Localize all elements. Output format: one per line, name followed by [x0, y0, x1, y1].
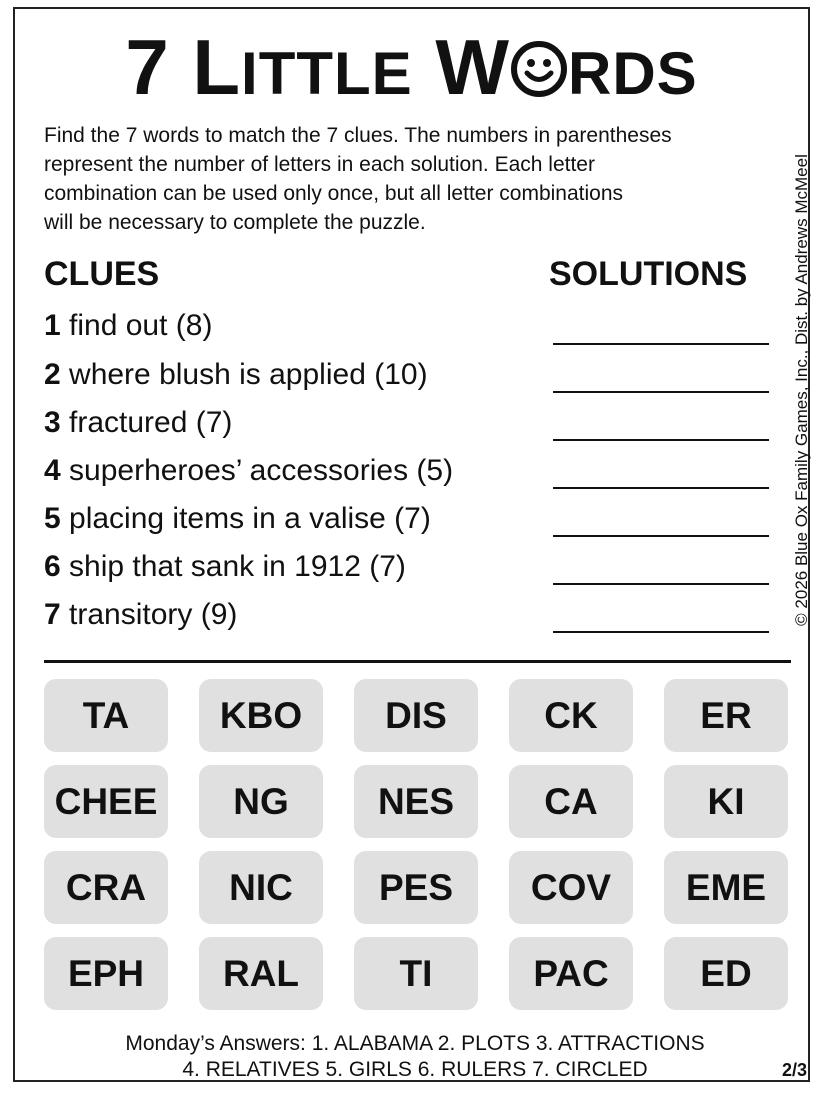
letter-tile[interactable]: PAC	[509, 937, 633, 1010]
letter-tile[interactable]: TI	[354, 937, 478, 1010]
clue-1: 1 find out (8)	[44, 309, 213, 342]
copyright-notice: © 2026 Blue Ox Family Games, Inc., Dist. by Andrews McMeel	[792, 154, 811, 626]
solution-blank-5[interactable]	[553, 535, 769, 537]
solutions-heading: SOLUTIONS	[549, 255, 748, 293]
letter-tile[interactable]: KI	[664, 765, 788, 838]
letter-tile[interactable]: CK	[509, 679, 633, 752]
solution-blank-4[interactable]	[553, 487, 769, 489]
letter-tiles-grid	[44, 679, 791, 1010]
letter-tile[interactable]: KBO	[199, 679, 323, 752]
clue-2: 2 where blush is applied (10)	[44, 358, 428, 391]
letter-tile[interactable]: NG	[199, 765, 323, 838]
letter-tile[interactable]: CHEE	[44, 765, 168, 838]
solution-blank-1[interactable]	[553, 343, 769, 345]
solution-blank-2[interactable]	[553, 391, 769, 393]
puzzle-title: 7 LITTLE W RDS	[125, 23, 698, 111]
instructions-line: represent the number of letters in each solution. Each letter	[44, 153, 595, 176]
solution-blank-6[interactable]	[553, 583, 769, 585]
previous-answers	[0, 1031, 823, 1083]
letter-tile[interactable]: COV	[509, 851, 633, 924]
letter-tile[interactable]: CA	[509, 765, 633, 838]
answers-line: Monday’s Answers: 1. ALABAMA 2. PLOTS 3. ATTRACTIONS	[125, 1032, 705, 1055]
page-number: 2/3	[781, 1060, 807, 1080]
letter-tile[interactable]: NES	[354, 765, 478, 838]
clue-3: 3 fractured (7)	[44, 406, 233, 439]
clue-5: 5 placing items in a valise (7)	[44, 502, 431, 535]
letter-tile[interactable]: TA	[44, 679, 168, 752]
letter-tile[interactable]: DIS	[354, 679, 478, 752]
instructions-line: combination can be used only once, but all letter combinations	[44, 182, 624, 205]
instructions-line: Find the 7 words to match the 7 clues. The numbers in parentheses	[44, 124, 672, 147]
letter-tile[interactable]: CRA	[44, 851, 168, 924]
solution-blank-3[interactable]	[553, 439, 769, 441]
letter-tile[interactable]: ER	[664, 679, 788, 752]
clue-7: 7 transitory (9)	[44, 598, 238, 631]
letter-tile[interactable]: EME	[664, 851, 788, 924]
clues-heading: CLUES	[44, 255, 160, 293]
answers-line: 4. RELATIVES 5. GIRLS 6. RULERS 7. CIRCLED	[182, 1058, 648, 1081]
solution-blank-7[interactable]	[553, 631, 769, 633]
clue-6: 6 ship that sank in 1912 (7)	[44, 550, 406, 583]
letter-tile[interactable]: EPH	[44, 937, 168, 1010]
letter-tile[interactable]: PES	[354, 851, 478, 924]
clue-4: 4 superheroes’ accessories (5)	[44, 454, 454, 487]
letter-tile[interactable]: ED	[664, 937, 788, 1010]
instructions-line: will be necessary to complete the puzzle.	[44, 211, 426, 234]
section-divider	[44, 660, 791, 663]
instructions	[44, 121, 794, 237]
smiley-icon	[510, 31, 568, 89]
letter-tile[interactable]: RAL	[199, 937, 323, 1010]
letter-tile[interactable]: NIC	[199, 851, 323, 924]
